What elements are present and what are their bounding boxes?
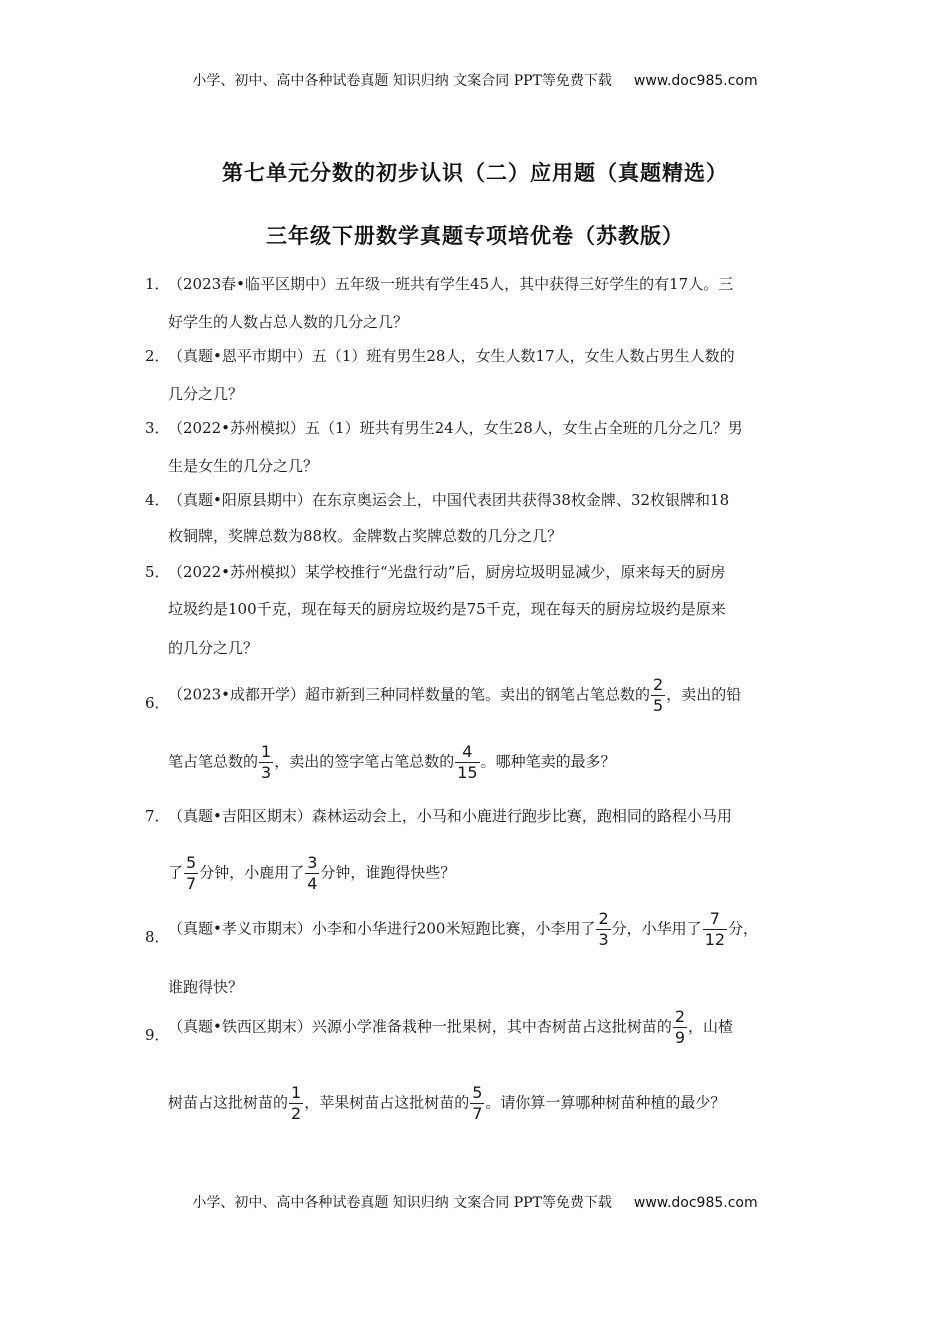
fraction-4-15: [455, 744, 479, 781]
question-text: ，卖出的铅: [666, 685, 742, 704]
question-text: （真题•阳原县期中）在东京奥运会上，中国代表团共获得38枚金牌、32枚银牌和18: [168, 491, 730, 509]
question-text: ，苹果树苗占这批树苗的: [304, 1093, 470, 1112]
question-text: 分，: [728, 919, 759, 938]
question-number: 7．: [145, 807, 170, 825]
question-text: 了: [168, 863, 184, 882]
question-line-2: [168, 855, 455, 892]
fraction-numerator: 5: [186, 853, 197, 872]
question-line-1: [168, 1009, 733, 1046]
question-number: 9．: [145, 1026, 170, 1044]
fraction-5-7: [184, 855, 198, 892]
document-title: 第七单元分数的初步认识（二）应用题（真题精选）: [222, 161, 728, 185]
question-line-2: [168, 1085, 725, 1122]
question-line-1: [168, 911, 758, 948]
header-text: 小学、初中、高中各种试卷真题 知识归纳 文案合同 PPT等免费下载: [192, 73, 612, 89]
question-number: 6．: [145, 694, 170, 712]
question-number: 1．: [145, 275, 170, 293]
question-text: （2022•苏州模拟）五（1）班共有男生24人，女生28人，女生占全班的几分之几？男: [168, 419, 743, 437]
footer-url[interactable]: www.doc985.com: [633, 1195, 758, 1211]
fraction-1-3: [259, 744, 273, 781]
fraction-denominator: 3: [598, 930, 609, 949]
question-text: （2023春•临平区期中）五年级一班共有学生45人，其中获得三好学生的有17人。三: [168, 275, 734, 293]
question-text: 。哪种笔卖的最多？: [480, 752, 616, 771]
page-footer: [0, 1192, 950, 1212]
question-number: 4．: [145, 491, 170, 509]
fraction-numerator: 3: [307, 853, 318, 872]
question-text: 分钟，谁跑得快些？: [320, 863, 456, 882]
question-number: 8．: [145, 928, 170, 946]
question-text: 谁跑得快？: [168, 978, 244, 996]
question-text: ，山楂: [688, 1017, 734, 1036]
document-subtitle: 三年级下册数学真题专项培优卷（苏教版）: [266, 224, 684, 248]
question-text: 好学生的人数占总人数的几分之几？: [168, 313, 409, 331]
fraction-denominator: 15: [457, 763, 478, 782]
fraction-numerator: 1: [291, 1083, 302, 1102]
question-text: 笔占笔总数的: [168, 752, 259, 771]
header-url[interactable]: www.doc985.com: [633, 73, 758, 89]
footer-text: 小学、初中、高中各种试卷真题 知识归纳 文案合同 PPT等免费下载: [192, 1195, 612, 1211]
question-number: 5．: [145, 563, 170, 581]
question-text: ，卖出的签字笔占笔总数的: [274, 752, 455, 771]
fraction-1-2: [289, 1085, 303, 1122]
fraction-denominator: 4: [307, 874, 318, 893]
question-text: （2023•成都开学）超市新到三种同样数量的笔。卖出的钢笔占笔总数的: [168, 685, 651, 704]
fraction-numerator: 2: [653, 675, 664, 694]
question-number: 2．: [145, 347, 170, 365]
fraction-numerator: 2: [598, 909, 609, 928]
fraction-2-5: [651, 677, 665, 714]
fraction-3-4: [305, 855, 319, 892]
fraction-2-3: [596, 911, 610, 948]
question-text: 分钟，小鹿用了: [199, 863, 305, 882]
fraction-numerator: 7: [703, 911, 727, 930]
fraction-denominator: 5: [653, 696, 664, 715]
fraction-denominator: 9: [674, 1028, 686, 1047]
fraction-numerator: 1: [261, 742, 272, 761]
fraction-5-7: [470, 1085, 484, 1122]
question-text: 。请你算一算哪种树苗种植的最少？: [485, 1093, 726, 1112]
question-text: 垃圾约是100千克，现在每天的厨房垃圾约是75千克，现在每天的厨房垃圾约是原来: [168, 600, 726, 618]
question-line-2: [168, 744, 616, 781]
question-line-1: [168, 677, 741, 714]
question-text: （真题•孝义市期末）小李和小华进行200米短跑比赛，小李用了: [168, 919, 596, 938]
fraction-2-9: [673, 1009, 687, 1046]
question-text: 几分之几？: [168, 385, 244, 403]
question-text: 分，小华用了: [611, 919, 702, 938]
question-text: 枚铜牌，奖牌总数为88枚。金牌数占奖牌总数的几分之几？: [168, 527, 563, 545]
question-text: 的几分之几？: [168, 639, 259, 657]
fraction-7-12: [703, 911, 727, 948]
fraction-denominator: 3: [261, 763, 272, 782]
question-text: （真题•恩平市期中）五（1）班有男生28人，女生人数17人，女生人数占男生人数的: [168, 347, 735, 365]
question-number: 3．: [145, 419, 170, 437]
page-header: [0, 70, 950, 90]
fraction-denominator: 2: [291, 1104, 302, 1123]
question-text: （2022•苏州模拟）某学校推行“光盘行动”后，厨房垃圾明显减少，原来每天的厨房: [168, 563, 726, 581]
fraction-numerator: 5: [472, 1083, 483, 1102]
question-text: （真题•铁西区期末）兴源小学准备栽种一批果树，其中杏树苗占这批树苗的: [168, 1017, 672, 1036]
fraction-numerator: 4: [455, 744, 479, 763]
fraction-denominator: 12: [704, 930, 726, 949]
question-text: （真题•吉阳区期末）森林运动会上，小马和小鹿进行跑步比赛，跑相同的路程小马用: [168, 807, 732, 825]
fraction-numerator: 2: [674, 1007, 686, 1026]
question-text: 生是女生的几分之几？: [168, 457, 319, 475]
question-text: 树苗占这批树苗的: [168, 1093, 289, 1112]
fraction-denominator: 7: [186, 874, 197, 893]
fraction-denominator: 7: [472, 1104, 483, 1123]
